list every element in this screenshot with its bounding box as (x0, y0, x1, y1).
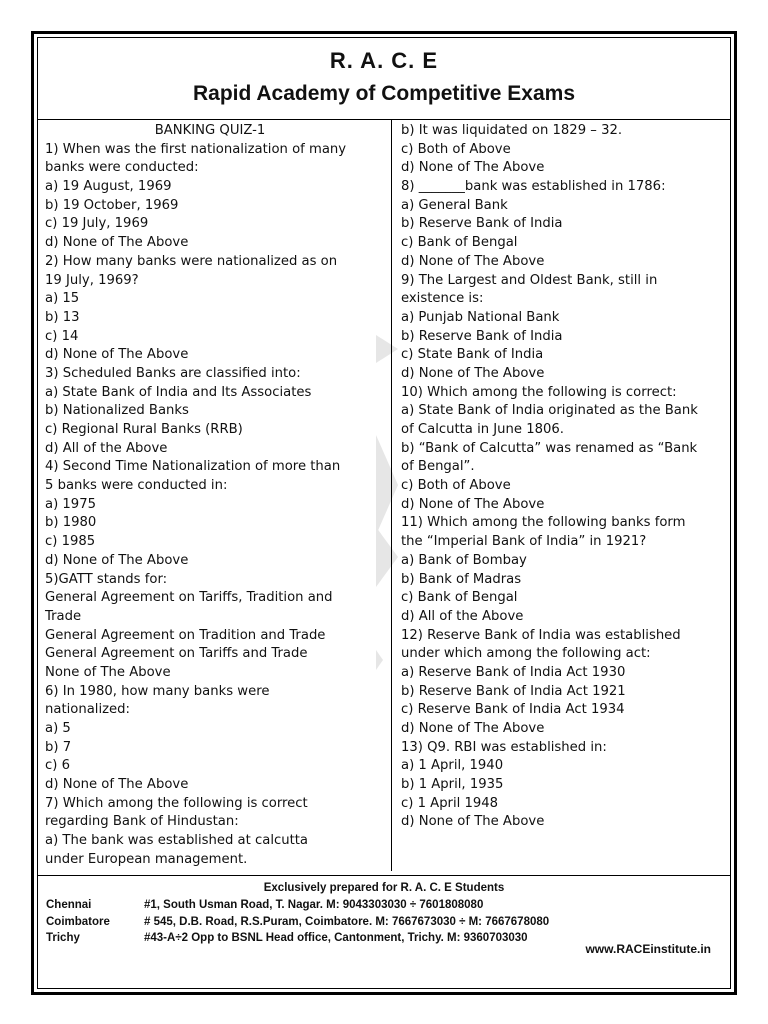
quiz-line: General Agreement on Tariffs and Trade (45, 646, 308, 662)
column-divider (391, 119, 392, 871)
quiz-line: c) Both of Above (401, 478, 511, 494)
quiz-line: d) All of the Above (401, 608, 524, 624)
quiz-line: 5 banks were conducted in: (45, 478, 228, 494)
quiz-line: c) 1985 (45, 534, 96, 550)
right-column (401, 122, 731, 832)
quiz-line: 13) Q9. RBI was established in: (401, 739, 607, 755)
quiz-line: 10) Which among the following is correct: (401, 384, 677, 400)
watermark-shape-1 (376, 335, 398, 363)
quiz-line: existence is: (401, 291, 484, 307)
quiz-line: b) 13 (45, 309, 80, 325)
quiz-line: 7) Which among the following is correct (45, 795, 308, 811)
quiz-line: banks were conducted: (45, 160, 199, 176)
quiz-line: of Calcutta in June 1806. (401, 422, 564, 437)
quiz-line: of Bengal”. (401, 459, 475, 475)
quiz-line: under European management. (45, 851, 248, 867)
quiz-line: 1) When was the first nationalization of many (45, 141, 347, 157)
quiz-line: b) “Bank of Calcutta” was renamed as “Bank (401, 440, 698, 456)
quiz-line: b) Reserve Bank of India (401, 216, 563, 232)
left-column (45, 122, 375, 870)
watermark-shape-4 (376, 650, 383, 670)
quiz-line: 4) Second Time Nationalization of more than (45, 459, 341, 475)
quiz-line: a) 1975 (45, 496, 96, 512)
quiz-line: 3) Scheduled Banks are classified into: (45, 365, 301, 381)
quiz-line: 19 July, 1969? (45, 272, 139, 288)
quiz-line: Trade (45, 608, 82, 624)
page-header (38, 38, 730, 120)
branch-address: #1, South Usman Road, T. Nagar. M: 9043303030 ÷ 7601808080 (144, 899, 484, 911)
quiz-line: d) None of The Above (401, 253, 545, 269)
quiz-line: b) It was liquidated on 1829 – 32. (401, 123, 623, 138)
quiz-line: a) 1 April, 1940 (401, 758, 504, 774)
quiz-line: b) Bank of Madras (401, 571, 522, 587)
quiz-line: c) Bank of Bengal (401, 235, 518, 251)
branch-address: #43-A÷2 Opp to BSNL Head office, Cantonment, Trichy. M: 9360703030 (144, 932, 528, 944)
quiz-line: c) State Bank of India (401, 347, 544, 363)
branch-city: Trichy (46, 932, 80, 944)
quiz-line: 9) The Largest and Oldest Bank, still in (401, 272, 658, 288)
quiz-line: under which among the following act: (401, 646, 651, 662)
quiz-line: b) 1980 (45, 515, 97, 531)
branch-address: # 545, D.B. Road, R.S.Puram, Coimbatore. M: 7667673030 ÷ M: 7667678080 (144, 915, 550, 928)
quiz-line: b) 1 April, 1935 (401, 777, 504, 793)
quiz-line: c) Reserve Bank of India Act 1934 (401, 702, 625, 718)
quiz-line: 5)GATT stands for: (45, 571, 168, 587)
branch-row (38, 914, 730, 931)
quiz-line: d) None of The Above (401, 365, 545, 381)
quiz-line: 11) Which among the following banks form (401, 515, 686, 531)
quiz-line: a) Punjab National Bank (401, 309, 560, 325)
quiz-line: General Agreement on Tariffs, Tradition and (45, 590, 333, 606)
quiz-line: b) Nationalized Banks (45, 403, 189, 419)
quiz-line: c) Regional Rural Banks (RRB) (45, 422, 243, 437)
branch-city: Coimbatore (46, 915, 110, 928)
quiz-line: d) None of The Above (45, 552, 189, 568)
quiz-line: a) The bank was established at calcutta (45, 833, 309, 849)
quiz-line: a) 19 August, 1969 (45, 179, 172, 195)
quiz-line: b) 19 October, 1969 (45, 197, 179, 213)
quiz-title: BANKING QUIZ-1 (154, 123, 266, 138)
quiz-line: b) 7 (45, 739, 72, 755)
quiz-line: b) Reserve Bank of India Act 1921 (401, 683, 626, 699)
quiz-line: d) None of The Above (45, 347, 189, 363)
quiz-line: d) None of The Above (401, 814, 545, 830)
quiz-line: a) 15 (45, 291, 80, 307)
branch-city: Chennai (46, 899, 92, 911)
watermark-shape-2 (376, 435, 398, 535)
quiz-line: d) All of the Above (45, 440, 168, 456)
quiz-line: the “Imperial Bank of India” in 1921? (401, 534, 647, 550)
quiz-line: General Agreement on Tradition and Trade (45, 627, 326, 643)
footer-divider (38, 875, 730, 876)
quiz-line: 2) How many banks were nationalized as on (45, 253, 338, 269)
quiz-line: c) 19 July, 1969 (45, 216, 149, 232)
quiz-line: 12) Reserve Bank of India was established (401, 627, 681, 643)
quiz-line: 8) _______bank was established in 1786: (401, 179, 666, 195)
quiz-line: a) State Bank of India and Its Associates (45, 384, 312, 400)
page-title: R. A. C. E (329, 48, 439, 73)
quiz-line: a) State Bank of India originated as the Bank (401, 403, 698, 419)
quiz-line: 6) In 1980, how many banks were (45, 683, 270, 699)
quiz-line: c) Both of Above (401, 141, 511, 157)
website-link[interactable]: www.RACEinstitute.in (585, 942, 711, 956)
quiz-line: d) None of The Above (45, 777, 189, 793)
quiz-line: a) General Bank (401, 197, 508, 213)
footer-heading: Exclusively prepared for R. A. C. E Students (263, 882, 505, 894)
race-watermark-logo (374, 335, 404, 695)
quiz-line: c) Bank of Bengal (401, 590, 518, 606)
quiz-line: d) None of The Above (401, 160, 545, 176)
page-subtitle: Rapid Academy of Competitive Exams (193, 82, 575, 105)
quiz-line: None of The Above (45, 664, 171, 680)
quiz-line: d) None of The Above (401, 496, 545, 512)
quiz-line: d) None of The Above (401, 721, 545, 736)
quiz-line: c) 6 (45, 758, 70, 774)
quiz-line: a) Reserve Bank of India Act 1930 (401, 664, 626, 680)
quiz-line: a) 5 (45, 721, 71, 736)
branch-row (38, 897, 730, 914)
quiz-line: b) Reserve Bank of India (401, 328, 563, 344)
quiz-line: regarding Bank of Hindustan: (45, 814, 239, 830)
quiz-line: a) Bank of Bombay (401, 552, 527, 568)
watermark-shape-3 (376, 527, 398, 587)
quiz-line: c) 1 April 1948 (401, 795, 499, 811)
quiz-line: nationalized: (45, 702, 130, 718)
quiz-line: d) None of The Above (45, 235, 189, 251)
quiz-line: c) 14 (45, 328, 79, 344)
page-footer (38, 880, 730, 956)
